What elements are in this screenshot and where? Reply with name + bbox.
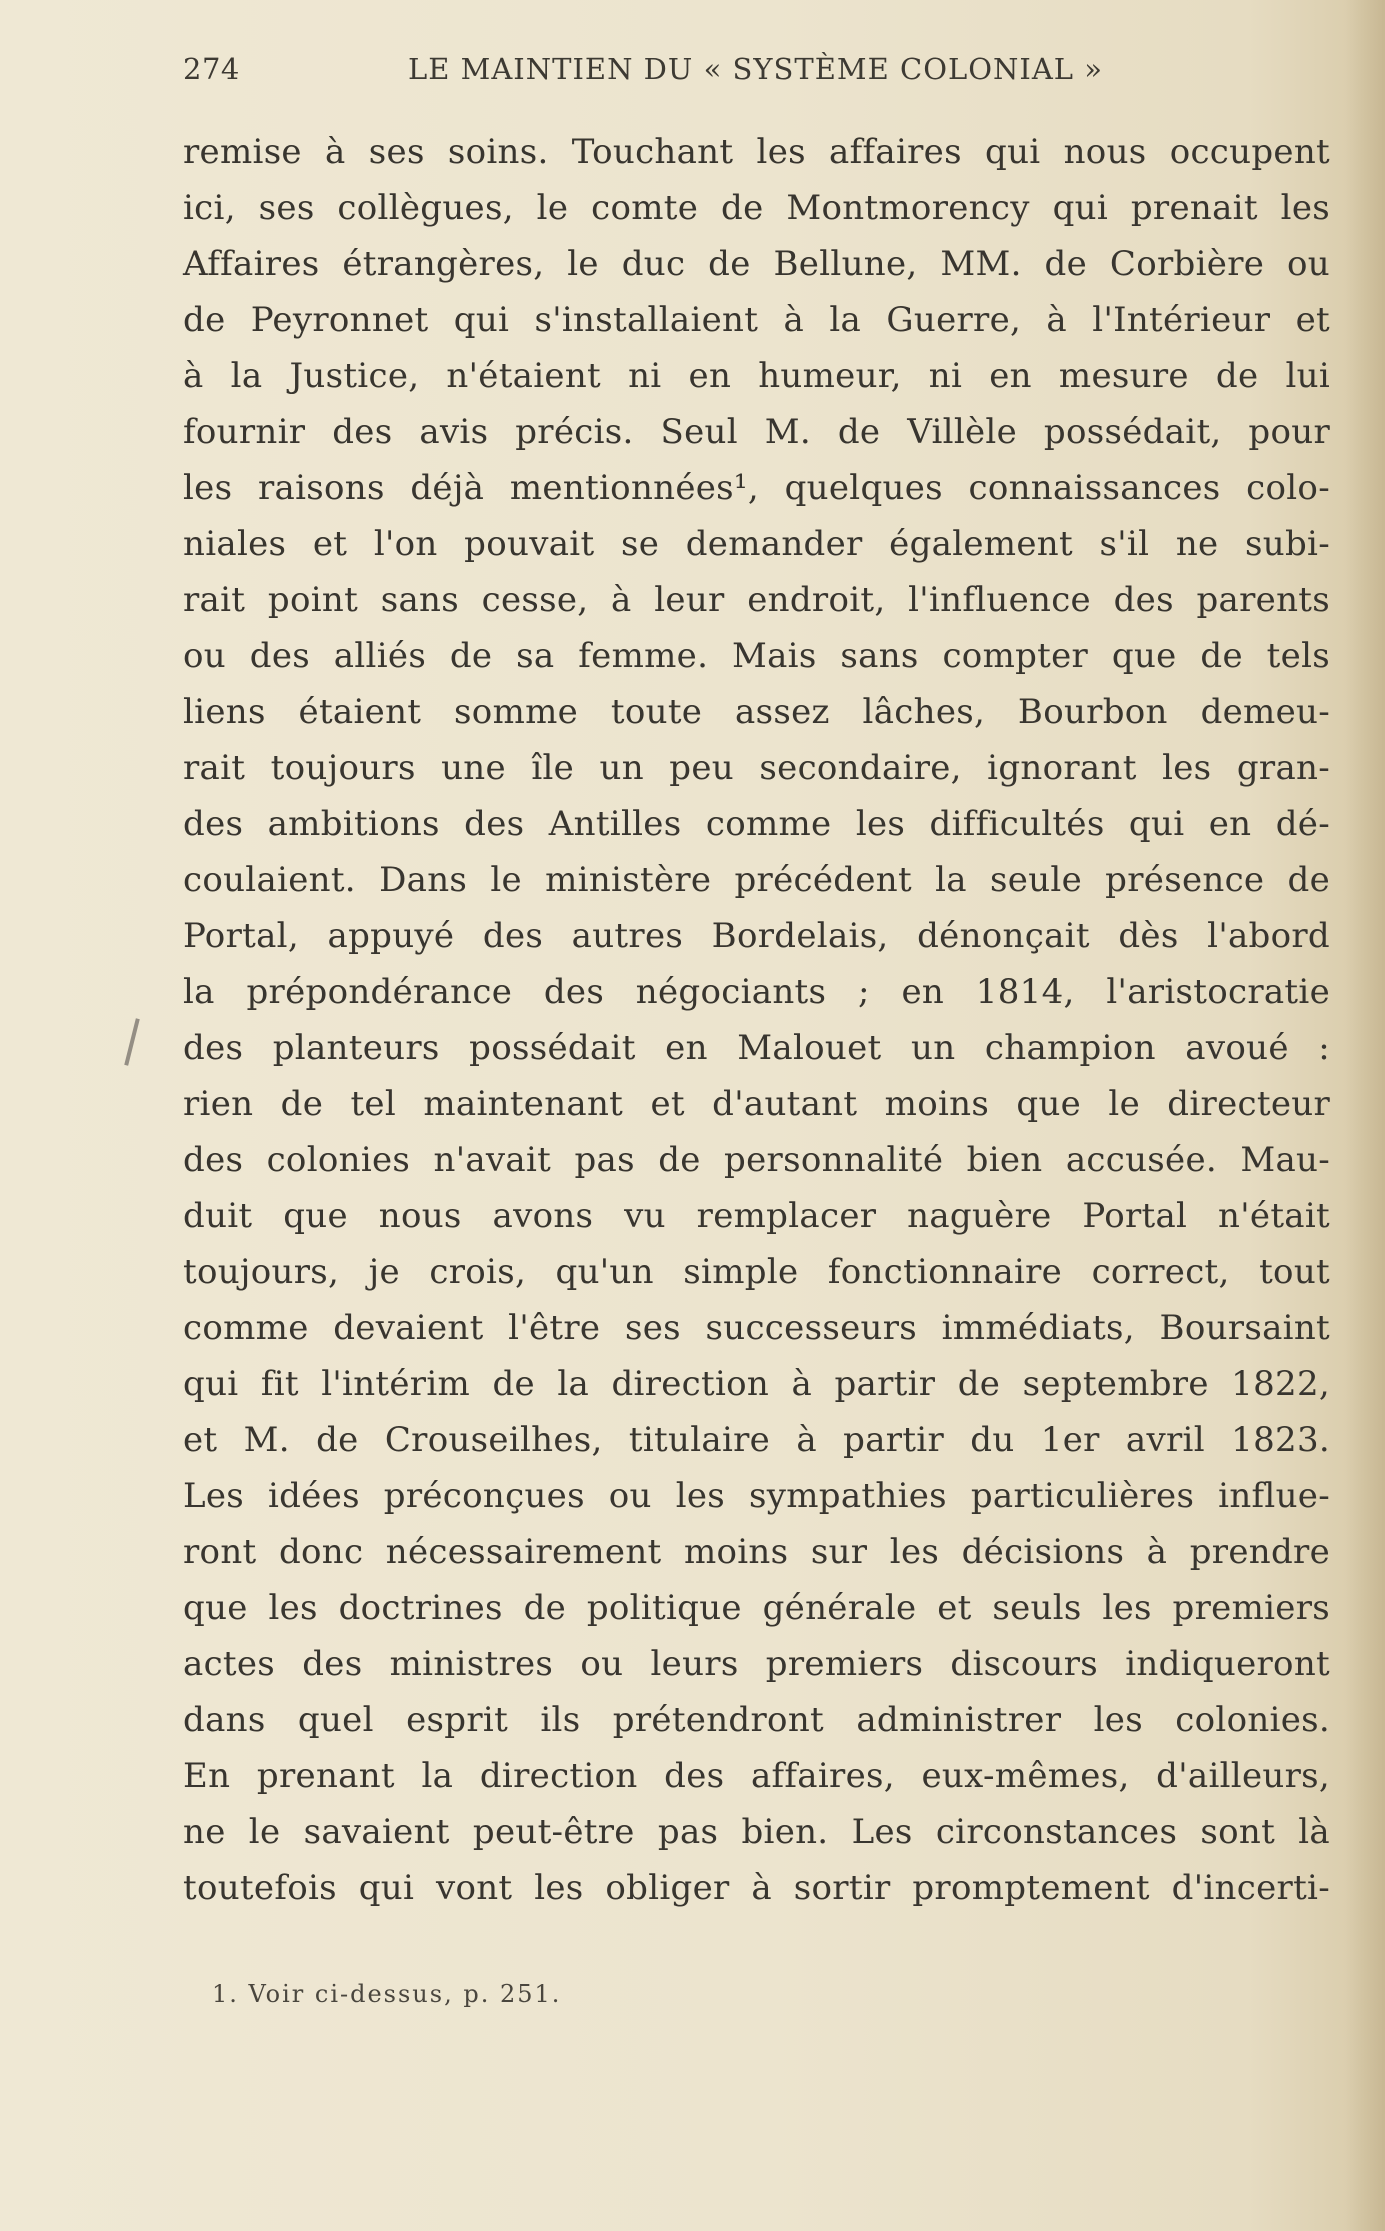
text-line: de Peyronnet qui s'installaient à la Guerre, à l'Intérieur et — [183, 300, 1330, 340]
text-line: Les idées préconçues ou les sympathies particulières influe- — [183, 1476, 1330, 1516]
running-title: LE MAINTIEN DU « SYSTÈME COLONIAL » — [408, 52, 1104, 86]
text-line: remise à ses soins. Touchant les affaires qui nous occupent — [183, 132, 1330, 172]
text-line: fournir des avis précis. Seul M. de Villèle possédait, pour — [183, 412, 1330, 452]
text-line: rien de tel maintenant et d'autant moins que le directeur — [183, 1084, 1330, 1124]
text-line: coulaient. Dans le ministère précédent la seule présence de — [183, 860, 1330, 900]
text-line: Portal, appuyé des autres Bordelais, dénonçait dès l'abord — [183, 916, 1330, 956]
text-line: la prépondérance des négociants ; en 1814, l'aristocratie — [183, 972, 1330, 1012]
text-line: ront donc nécessairement moins sur les décisions à prendre — [183, 1532, 1330, 1572]
body-text — [183, 124, 1330, 1916]
page-edge-shadow — [1345, 0, 1385, 2231]
text-line: que les doctrines de politique générale et seuls les premiers — [183, 1588, 1330, 1628]
text-line: à la Justice, n'étaient ni en humeur, ni en mesure de lui — [183, 356, 1330, 396]
text-line: actes des ministres ou leurs premiers discours indiqueront — [183, 1644, 1330, 1684]
text-line: ou des alliés de sa femme. Mais sans compter que de tels — [183, 636, 1330, 676]
text-line: ici, ses collègues, le comte de Montmorency qui prenait les — [183, 188, 1330, 228]
text-line: qui fit l'intérim de la direction à partir de septembre 1822, — [183, 1364, 1330, 1404]
text-line: toutefois qui vont les obliger à sortir promptement d'incerti- — [183, 1868, 1330, 1908]
margin-pencil-mark — [124, 1018, 139, 1066]
text-line: comme devaient l'être ses successeurs immédiats, Boursaint — [183, 1308, 1330, 1348]
text-line: rait toujours une île un peu secondaire, ignorant les gran- — [183, 748, 1330, 788]
text-line: des planteurs possédait en Malouet un champion avoué : — [183, 1028, 1330, 1068]
text-line: les raisons déjà mentionnées¹, quelques connaissances colo- — [183, 468, 1330, 508]
text-line: ne le savaient peut-être pas bien. Les circonstances sont là — [183, 1812, 1330, 1852]
footnote: 1. Voir ci-dessus, p. 251. — [212, 1980, 562, 2008]
text-line: rait point sans cesse, à leur endroit, l'influence des parents — [183, 580, 1330, 620]
text-line: liens étaient somme toute assez lâches, Bourbon demeu- — [183, 692, 1330, 732]
text-line: En prenant la direction des affaires, eux-mêmes, d'ailleurs, — [183, 1756, 1330, 1796]
text-line: des ambitions des Antilles comme les difficultés qui en dé- — [183, 804, 1330, 844]
text-line: des colonies n'avait pas de personnalité bien accusée. Mau- — [183, 1140, 1330, 1180]
text-line: duit que nous avons vu remplacer naguère Portal n'était — [183, 1196, 1330, 1236]
text-line: toujours, je crois, qu'un simple fonctionnaire correct, tout — [183, 1252, 1330, 1292]
page-header — [183, 52, 1323, 102]
page-number: 274 — [183, 52, 240, 86]
text-line: Affaires étrangères, le duc de Bellune, MM. de Corbière ou — [183, 244, 1330, 284]
text-line: dans quel esprit ils prétendront administrer les colonies. — [183, 1700, 1330, 1740]
text-line: et M. de Crouseilhes, titulaire à partir du 1er avril 1823. — [183, 1420, 1330, 1460]
text-line: niales et l'on pouvait se demander également s'il ne subi- — [183, 524, 1330, 564]
